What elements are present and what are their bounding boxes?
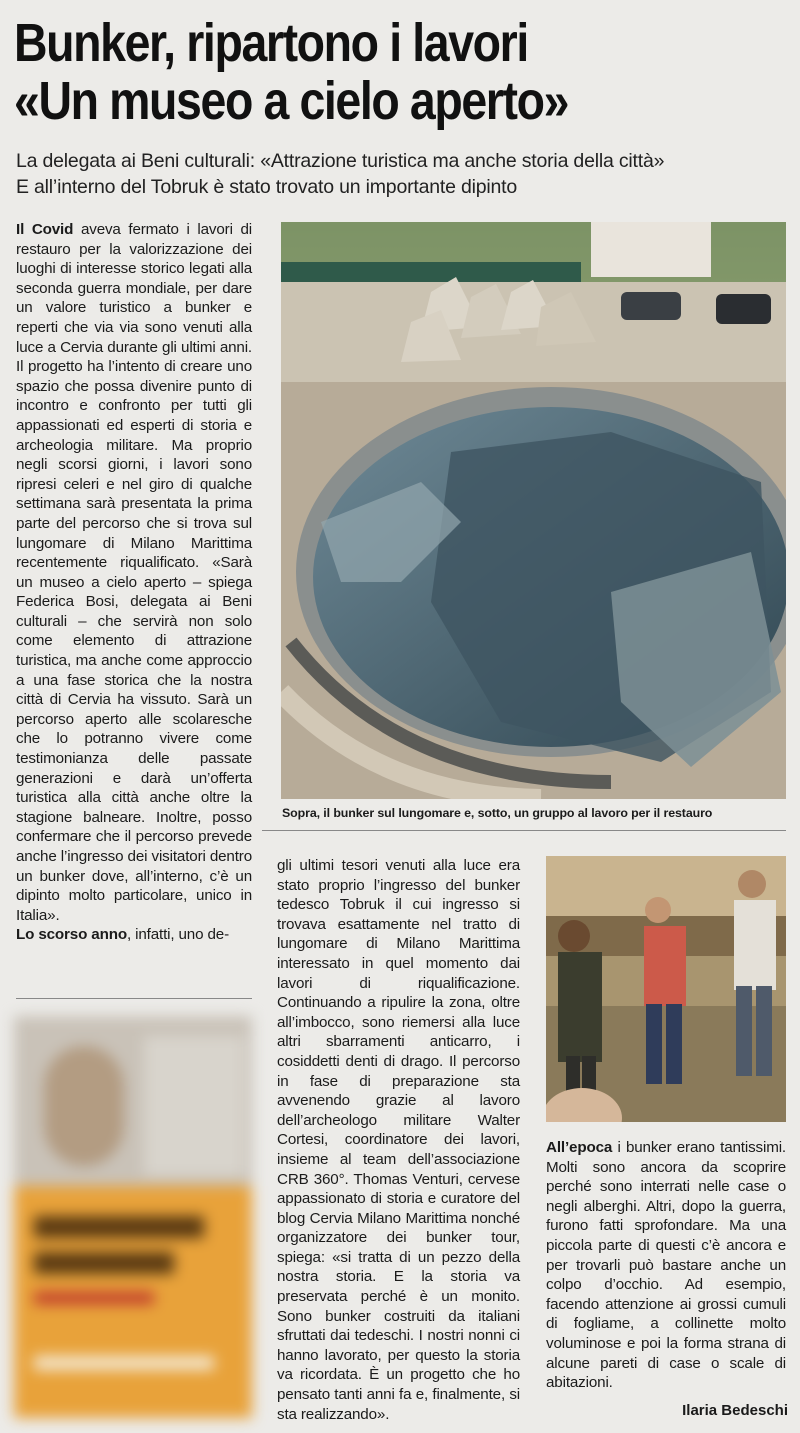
column-1-tail: , infatti, uno de- xyxy=(126,926,229,944)
team-photo-illustration xyxy=(546,856,786,1122)
article-column-2 xyxy=(277,856,520,1424)
caption-rule xyxy=(262,830,786,831)
bunker-photo-illustration xyxy=(281,222,786,799)
column-1-text: aveva fermato i lavori di restauro per la valorizzazione dei luoghi di interesse storico legati alla seconda guerra mondiale, per dare un valore turistico a bunker e reperti che via via sono venuti alla luce a Cervia durante gli ultimi anni. Il progetto ha l’intento di creare uno spazio che possa divenire punto di incontro e confronto per tutti gli appassionati ed esperti di storia e archeologia militare. Ma proprio negli scorsi giorni, i lavori sono ripresi celeri e nel giro di qualche settimana sarà presentata la prima parte del percorso che si trova sul lungomare di Milano Marittima recentemente riqualificato. «Sarà un museo a cielo aperto – spiega Federica Bosi, delegata ai Beni culturali – che servirà non solo come elemento di attrazione turistica, ma anche come approccio a una fase storica che la nostra città di Cervia ha vissuto. Sarà un percorso aperto alle scolaresche che lo potranno vivere come testimonianza delle passate generazioni e darà un’offerta turistica alla città anche oltre la stagione balneare. Inoltre, posso confermare che il percorso prevede anche l’ingresso dei visitatori dentro un bunker dove, all’interno, c’è un dipinto molto particolare, unico in Italia». xyxy=(16,221,253,924)
headline xyxy=(14,14,681,130)
lead-in-covid: Il Covid xyxy=(16,221,74,238)
lead-in-scorso-anno: Lo scorso anno xyxy=(16,926,127,944)
subheadline xyxy=(16,148,796,200)
restoration-team-photo xyxy=(546,856,786,1122)
headline-line-2: «Un museo a cielo aperto» xyxy=(14,71,569,131)
article-column-3 xyxy=(546,1138,786,1393)
headline-line-1: Bunker, ripartono i lavori xyxy=(14,13,528,73)
bunker-photo xyxy=(281,222,786,799)
subhead-line-1: La delegata ai Beni culturali: «Attrazione turistica ma anche storia della città» xyxy=(16,150,665,172)
article-column-1 xyxy=(16,220,252,945)
ad-separator-rule xyxy=(16,998,252,999)
author-byline: Ilaria Bedeschi xyxy=(682,1402,788,1419)
column-3-text: i bunker erano tantissimi. Molti sono ancora da scoprire perché sono interrati nelle case o negli alberghi. Altri, dopo la guerra, furono fatti sprofondare. Ma una piccola parte di questi c’è ancora e per trovarli può bastare anche un colpo d’occhio. Ad esempio, facendo attenzione ai grossi cumuli di fogliame, a collinette molto voluminose e poi la forma strana di alcune pareti di case o scale di abitazioni. xyxy=(546,1139,786,1392)
lead-in-all-epoca: All’epoca xyxy=(546,1139,613,1156)
photo-caption: Sopra, il bunker sul lungomare e, sotto, un gruppo al lavoro per il restauro xyxy=(282,806,713,820)
subhead-line-2: E all’interno del Tobruk è stato trovato un importante dipinto xyxy=(16,176,518,198)
blurred-advertisement xyxy=(14,1016,252,1418)
column-2-text: gli ultimi tesori venuti alla luce era stato proprio l’ingresso del bunker tedesco Tobruk il cui ingresso si trovava esattamente nel tratto di lungomare di Milano Marittima interessato in quel momento dai lavori di riqualificazione. Continuando a ripulire la zona, oltre all’imbocco, sono riemersi alla luce altri sbarramenti anticarro, i cosiddetti denti di drago. Il percorso in fase di preparazione sta avvenendo grazie al lavoro dell’archeologo militare Walter Cortesi, coordinatore dei lavori, insieme al team dell’associazione CRB 360°. Thomas Venturi, cervese appassionato di storia e curatore del blog Cervia Milano Marittima nonché organizzatore dei bunker tour, spiega: «si tratta di un pezzo della nostra storia. E la storia va preservata perché è un monito. Sono bunker costruiti da italiani sfruttati dai tedeschi. I nostri nonni ci hanno lavorato, per questo la storia va ricordata. È un progetto che ho pensato tanti anni fa e, finalmente, si sta realizzando». xyxy=(277,857,520,1423)
